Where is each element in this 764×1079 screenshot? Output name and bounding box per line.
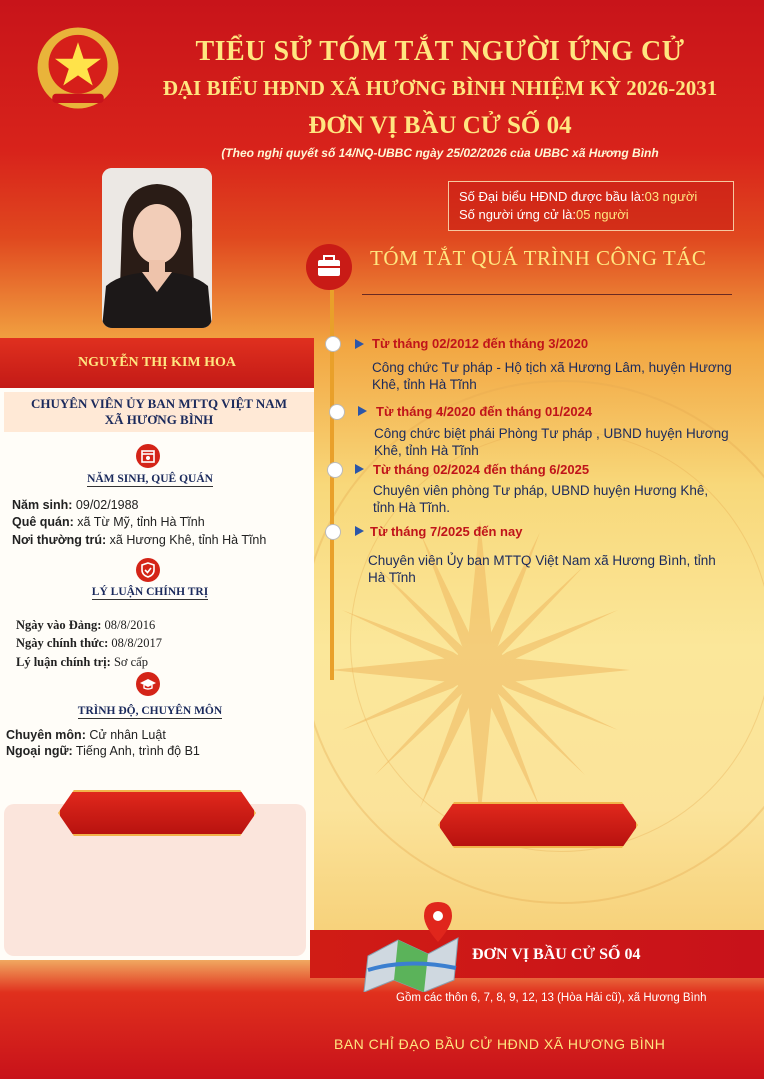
footer-organizer: BAN CHỈ ĐẠO BẦU CỬ HĐND XÃ HƯƠNG BÌNH: [334, 1036, 666, 1052]
party-join-row: Ngày vào Đảng: 08/8/2016: [16, 618, 156, 632]
timeline-desc-2: Công chức biệt phái Phòng Tư pháp , UBND huyện Hương Khê, tỉnh Hà Tĩnh: [374, 426, 729, 458]
timeline-desc-4: Chuyên viên Ủy ban MTTQ Việt Nam xã Hương Bình, tỉnh Hà Tĩnh: [368, 553, 716, 585]
political-theory-row: Lý luận chính trị: Sơ cấp: [16, 655, 148, 669]
hometown-row: Quê quán: xã Từ Mỹ, tỉnh Hà Tĩnh: [12, 515, 205, 529]
candidates-value: 05 người: [576, 207, 629, 222]
language-row: Ngoại ngữ: Tiếng Anh, trình độ B1: [6, 744, 200, 758]
candidate-photo: [102, 168, 212, 328]
page-title: TIỂU SỬ TÓM TẮT NGƯỜI ỨNG CỬ: [195, 36, 685, 67]
candidate-position: [4, 392, 314, 432]
map-pin-icon: [358, 898, 468, 992]
party-official-row: Ngày chính thức: 08/8/2017: [16, 636, 163, 650]
briefcase-icon: [306, 244, 352, 290]
timeline-date-3: Từ tháng 02/2024 đến tháng 6/2025: [373, 462, 590, 477]
delegates-value: 03 người: [644, 189, 698, 204]
timeline-dot: [325, 336, 341, 352]
major-row: Chuyên môn: Cử nhân Luật: [6, 728, 166, 742]
arrow-right-icon: [355, 464, 364, 474]
education-section-title: TRÌNH ĐỘ, CHUYÊN MÔN: [77, 705, 223, 717]
dob-row: Năm sinh: 09/02/1988: [12, 498, 139, 512]
calendar-icon: [136, 444, 160, 468]
timeline-dot: [325, 524, 341, 540]
candidates-label: Số người ứng cử là:: [459, 207, 577, 222]
arrow-right-icon: [358, 406, 367, 416]
timeline-divider: [362, 294, 732, 295]
position-line-2: XÃ HƯƠNG BÌNH: [104, 412, 214, 427]
unit-description: Gồm các thôn 6, 7, 8, 9, 12, 13 (Hòa Hải cũ), xã Hương Bình: [396, 992, 707, 1004]
resolution-note: (Theo nghị quyết số 14/NQ-UBBC ngày 25/02/2026 của UBBC xã Hương Bình: [221, 146, 659, 160]
ribbon-right: [438, 802, 638, 848]
timeline-desc-1: Công chức Tư pháp - Hộ tịch xã Hương Lâm, huyện Hương Khê, tỉnh Hà Tĩnh: [372, 360, 732, 392]
page-subtitle-unit: ĐƠN VỊ BẦU CỬ SỐ 04: [308, 112, 572, 139]
election-stats-box: [448, 181, 734, 231]
candidates-count-row: [459, 206, 723, 224]
delegates-count-row: [459, 188, 723, 206]
timeline-date-2: Từ tháng 4/2020 đến tháng 01/2024: [376, 404, 593, 419]
politics-section-title: LÝ LUẬN CHÍNH TRỊ: [91, 586, 209, 598]
arrow-right-icon: [355, 339, 364, 349]
residence-row: Nơi thường trú: xã Hương Khê, tỉnh Hà Tĩnh: [12, 533, 267, 547]
timeline-dot: [329, 404, 345, 420]
graduation-cap-icon: [136, 672, 160, 696]
candidate-name: NGUYỄN THỊ KIM HOA: [0, 338, 314, 388]
delegates-label: Số Đại biểu HĐND được bầu là:: [459, 189, 645, 204]
shield-check-icon: [136, 558, 160, 582]
arrow-right-icon: [355, 526, 364, 536]
national-emblem-icon: [32, 22, 124, 114]
ribbon-left: [58, 790, 256, 836]
position-line-1: CHUYÊN VIÊN ỦY BAN MTTQ VIỆT NAM: [31, 396, 287, 411]
page-subtitle-council: ĐẠI BIỂU HĐND XÃ HƯƠNG BÌNH NHIỆM KỲ 2026-2031: [162, 76, 718, 100]
timeline-desc-3: Chuyên viên phòng Tư pháp, UBND huyện Hương Khê, tỉnh Hà Tĩnh.: [373, 483, 709, 515]
timeline-title: TÓM TẮT QUÁ TRÌNH CÔNG TÁC: [370, 246, 707, 270]
timeline-dot: [327, 462, 343, 478]
timeline-date-4: Từ tháng 7/2025 đến nay: [370, 524, 523, 539]
timeline-date-1: Từ tháng 02/2012 đến tháng 3/2020: [372, 336, 589, 351]
birth-section-title: NĂM SINH, QUÊ QUÁN: [87, 473, 213, 485]
unit-title: ĐƠN VỊ BẦU CỬ SỐ 04: [472, 946, 641, 963]
